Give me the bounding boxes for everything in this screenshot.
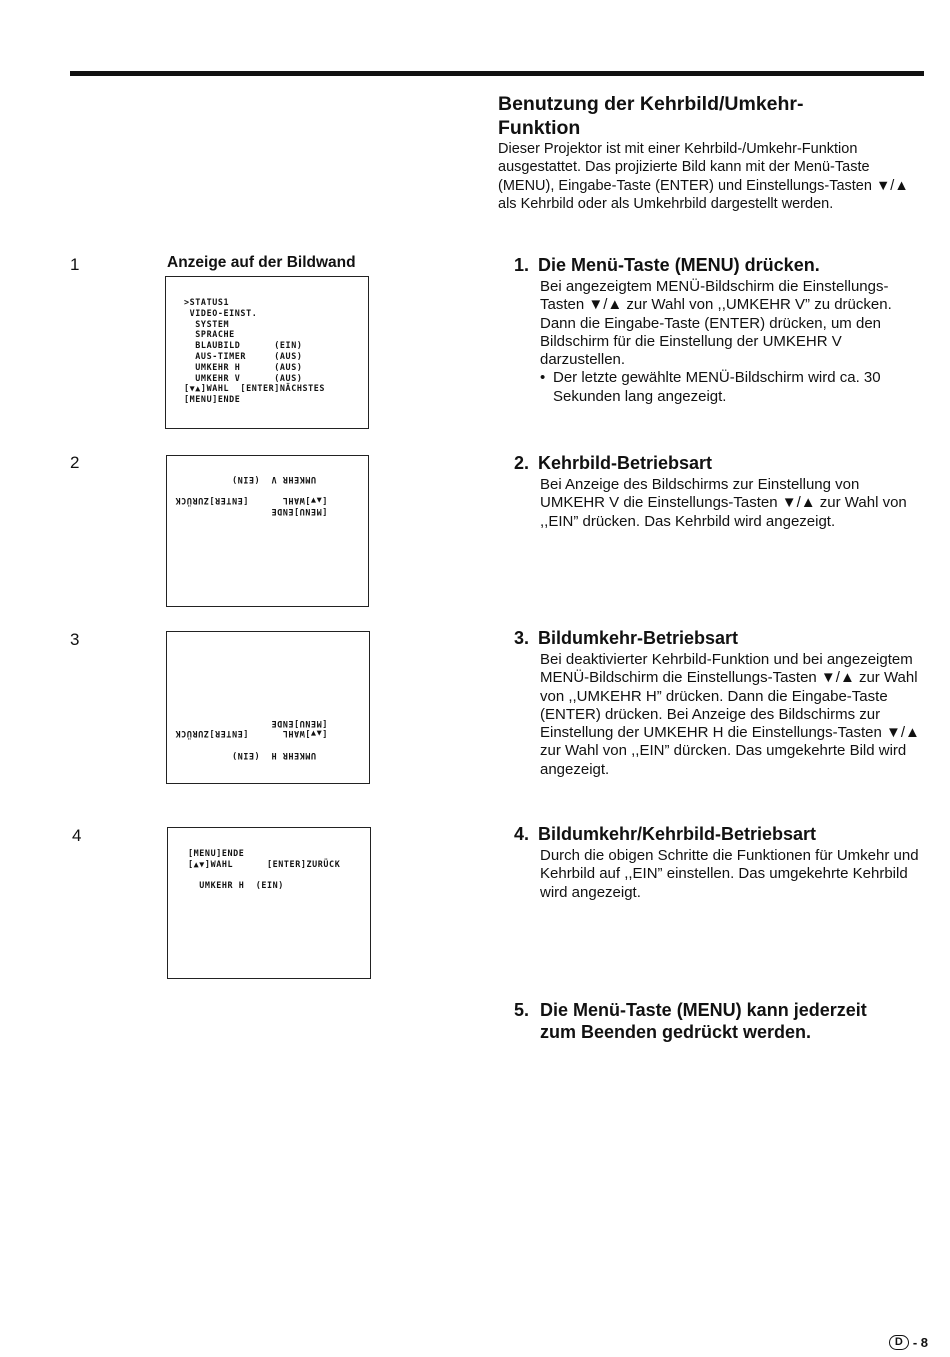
- step-4-title: Bildumkehr/Kehrbild-Betriebsart: [538, 824, 817, 844]
- screen-3-osd-text: UMKEHR H (EIN) [▲▼]WAHL [ENTER]ZURÜCK [MENU]ENDE: [175, 718, 328, 762]
- language-badge-icon: D: [889, 1335, 909, 1350]
- step-1-title: Die Menü-Taste (MENU) drücken.: [538, 255, 820, 275]
- step-5-num: 5.: [514, 1000, 530, 1020]
- step-number-3: 3: [70, 630, 80, 649]
- step-4-num: 4.: [514, 824, 530, 844]
- step-2-heading: [514, 452, 924, 474]
- step-number-4: 4: [72, 826, 82, 845]
- step-5-line-1: Die Menü-Taste (MENU) kann jederzeit: [540, 1000, 867, 1020]
- step-number-1: 1: [70, 255, 80, 274]
- step-3-num: 3.: [514, 628, 530, 648]
- step-2-title: Kehrbild-Betriebsart: [538, 453, 713, 473]
- step-2-text: Bei Anzeige des Bildschirms zur Einstellung von UMKEHR V die Einstellungs-Tasten ▼/▲ zur Wahl von ,,EIN” drücken. Das Kehrbild wird angezeigt.: [540, 476, 907, 530]
- section-title: Benutzung der Kehrbild/Umkehr-Funktion: [498, 93, 804, 139]
- screen-1-menu: [165, 276, 369, 429]
- step-1-heading: [514, 254, 924, 276]
- top-rule: [70, 71, 924, 76]
- step-1-body: [540, 278, 924, 406]
- step-3-heading: [514, 627, 924, 649]
- step-3-text: Bei deaktivierter Kehrbild-Funktion und bei angezeigtem MENÜ-Bildschirm die Einstellungs-Tasten ▼/▲ zur Wahl von ,,UMKEHR H” drücken. Dann die Eingabe-Taste (ENTER) drücken. Bei Anzeige des Bildschirms zur Einstellung der UMKEHR H die Einstellungs-Tasten ▼/▲ zur Wahl von ,,EIN” dürcken. Das umgekehrte Bild wird angezeigt.: [540, 651, 920, 778]
- intro-paragraph: Dieser Projektor ist mit einer Kehrbild-/Umkehr-Funktion ausgestattet. Das projizierte Bild kann mit der Menü-Taste (MENU), Eingabe-Taste (ENTER) und Einstellungs-Tasten ▼/▲ als Kehrbild oder als Umkehrbild dargestellt werden.: [498, 141, 909, 213]
- screen-display-label: Anzeige auf der Bildwand: [167, 254, 356, 271]
- page-number-text: - 8: [912, 1335, 928, 1350]
- step-1-note-text: Der letzte gewählte MENÜ-Bildschirm wird ca. 30 Sekunden lang angezeigt.: [553, 369, 881, 405]
- bullet-icon: •: [540, 369, 546, 387]
- step-1-num: 1.: [514, 255, 530, 275]
- step-1: [514, 254, 924, 406]
- step-5: [514, 999, 924, 1043]
- step-1-note: [540, 369, 924, 406]
- page-number: [889, 1335, 928, 1350]
- step-3: [514, 627, 924, 779]
- step-number-2: 2: [70, 453, 80, 472]
- step-1-text: Bei angezeigtem MENÜ-Bildschirm die Einstellungs-Tasten ▼/▲ zur Wahl von ,,UMKEHR V” zu drücken. Dann die Eingabe-Taste (ENTER) drücken, um den Bildschirm für die Einstellung der UMKEHR V darzustellen.: [540, 278, 892, 369]
- step-3-title: Bildumkehr-Betriebsart: [538, 628, 739, 648]
- step-4-heading: [514, 823, 924, 845]
- step-2: [514, 452, 924, 531]
- screen-2-osd-text: [MENU]ENDE [▲▼]WAHL [ENTER]ZURÜCK UMKEHR V (EIN): [175, 474, 328, 518]
- step-4: [514, 823, 924, 902]
- step-5-line-2: zum Beenden gedrückt werden.: [540, 1022, 812, 1042]
- screen-3-umkehr: [166, 631, 370, 784]
- step-4-text: Durch die obigen Schritte die Funktionen für Umkehr und Kehrbild auf ,,EIN” einstellen. Das umgekehrte Kehrbild wird angezeigt.: [540, 847, 919, 901]
- screen-1-osd-text: >STATUS1 VIDEO-EINST. SYSTEM SPRACHE BLAUBILD (EIN) AUS-TIMER (AUS) UMKEHR H (AUS) UMKEHR V (AUS) [▼▲]WAHL [ENTER]NÄCHSTES [MENU]ENDE: [184, 297, 326, 405]
- step-2-num: 2.: [514, 453, 530, 473]
- screen-4-umkehr-kehrbild: [167, 827, 371, 979]
- screen-2-kehrbild: [166, 455, 369, 607]
- screen-4-osd-text: [MENU]ENDE [▲▼]WAHL [ENTER]ZURÜCK UMKEHR H (EIN): [188, 848, 341, 891]
